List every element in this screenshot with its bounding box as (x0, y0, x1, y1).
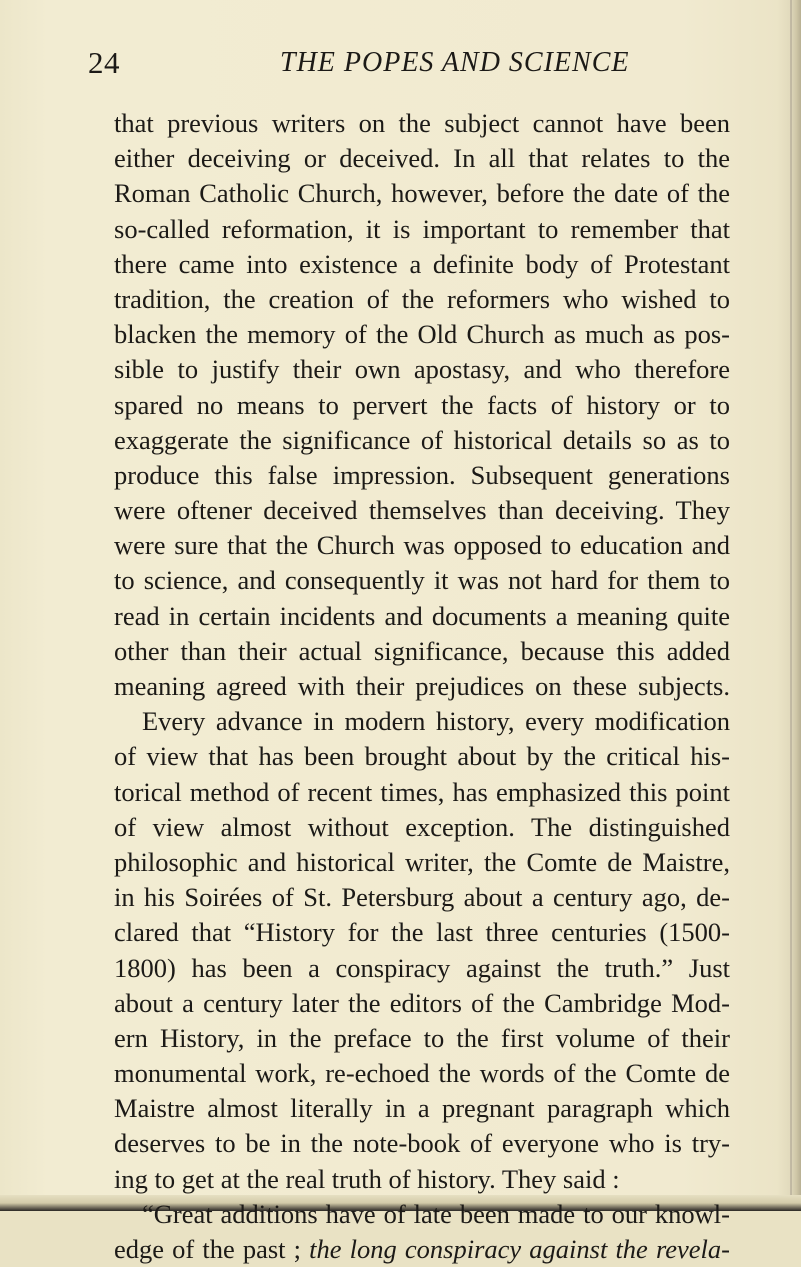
text-line: that previous writers on the subject cannot have been (114, 108, 730, 138)
text-line: ing to get at the real truth of history. They said : (114, 1163, 620, 1194)
text-line: in his Soirées of St. Petersburg about a century ago, de- (114, 882, 730, 913)
text-line: 1800) has been a conspiracy against the truth.” Just (114, 952, 730, 983)
text-line: tradition, the creation of the reformers who wished to (114, 283, 730, 314)
text-line: spared no means to pervert the facts of history or to (114, 389, 730, 420)
text-line: torical method of recent times, has emphasized this point (114, 776, 730, 807)
text-line: meaning agreed with their prejudices on these subjects. (114, 671, 730, 701)
text-line: other than their actual significance, because this added (114, 635, 730, 666)
text-line: were sure that the Church was opposed to education and (114, 530, 730, 561)
body-text (114, 106, 730, 1267)
text-line: ern History, in the preface to the first volume of their (114, 1022, 730, 1053)
page-header (0, 45, 801, 89)
text-line: blacken the memory of the Old Church as much as pos- (114, 319, 730, 350)
running-head: THE POPES AND SCIENCE (280, 47, 630, 78)
text-line: to science, and consequently it was not hard for them to (114, 565, 730, 596)
text-line: clared that “History for the last three centuries (1500- (114, 917, 730, 948)
page-number: 24 (88, 45, 120, 80)
page-edge-line (790, 0, 792, 1211)
text-line: deserves to be in the note-book of everyone who is try- (114, 1128, 730, 1159)
text-line: sible to justify their own apostasy, and who therefore (114, 354, 730, 385)
text-line: monumental work, re-echoed the words of the Comte de (114, 1058, 730, 1089)
text-line: about a century later the editors of the Cambridge Mod- (114, 987, 730, 1018)
text-line-mixed (114, 1232, 730, 1267)
text-line: Roman Catholic Church, however, before the date of the (114, 178, 730, 209)
text-line: so-called reformation, it is important to remember that (114, 213, 730, 244)
text-line: of view almost without exception. The distinguished (114, 811, 730, 842)
text-line: there came into existence a definite body of Protestant (114, 248, 730, 279)
text-line: exaggerate the significance of historical details so as to (114, 424, 730, 455)
text-line: were oftener deceived themselves than deceiving. They (114, 495, 730, 526)
text-line: read in certain incidents and documents a meaning quite (114, 600, 730, 631)
text-line: Maistre almost literally in a pregnant paragraph which (114, 1093, 730, 1124)
text-line: of view that has been brought about by the critical his- (114, 741, 730, 772)
text-line: either deceiving or deceived. In all that relates to the (114, 143, 730, 174)
paragraph-first-line: Every advance in modern history, every modification (142, 706, 730, 737)
text-line: produce this false impression. Subsequent generations (114, 459, 730, 490)
quote-first-line: “Great additions have of late been made to our knowl- (142, 1198, 730, 1229)
text-run-roman: edge of the past ; (114, 1234, 302, 1264)
text-run-italic: the long conspiracy against the revela- (309, 1234, 730, 1264)
text-line: philosophic and historical writer, the Comte de Maistre, (114, 846, 730, 877)
